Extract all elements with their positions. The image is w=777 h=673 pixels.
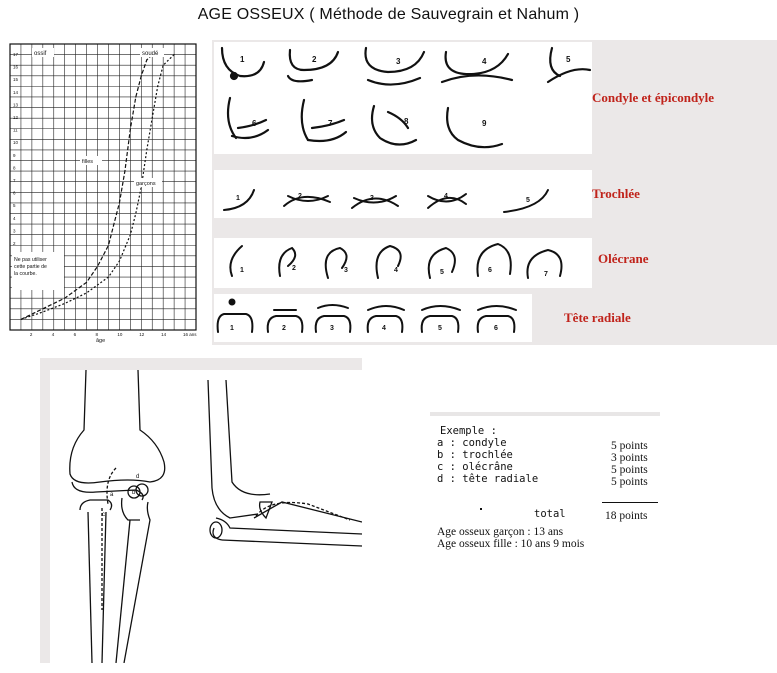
condyle-stage-number: 1	[240, 55, 245, 64]
example-item-d-value: 5 points	[611, 476, 648, 488]
y-tick-label: 10	[13, 140, 19, 146]
example-item-d-label: d : tête radiale	[437, 473, 539, 485]
tete-radiale-stage-number: 2	[282, 325, 286, 332]
curve-label-garcons: garçons	[136, 181, 156, 187]
tete-radiale-stage-number: 5	[438, 325, 442, 332]
y-tick-label: 16	[13, 64, 19, 70]
y-tick-label: 17	[13, 52, 19, 57]
olecrane-stage-number: 2	[292, 265, 296, 272]
elbow-diagram-panel	[40, 358, 362, 663]
total-value: 18 points	[605, 510, 648, 522]
series-point	[163, 65, 164, 66]
x-tick-label: 4	[51, 332, 55, 337]
condyle-stage-number: 4	[482, 57, 487, 66]
y-tick-label: 9	[13, 152, 16, 158]
olecrane-stage-number: 6	[488, 267, 492, 274]
label-d: d	[136, 474, 140, 480]
trochlee-stage-number: 1	[236, 195, 240, 202]
ossif-label: ossif	[34, 51, 47, 57]
example-topbar	[430, 412, 660, 416]
elbow-lateral-view	[208, 380, 362, 546]
series-point	[135, 96, 136, 97]
total-divider	[602, 502, 658, 503]
label-trochlee: Trochlée	[592, 186, 640, 201]
y-tick-label: 14	[13, 89, 19, 95]
condyle-stage-number: 5	[566, 55, 571, 64]
example-item-a-value: 5 points	[611, 440, 648, 452]
series-point	[146, 59, 147, 60]
series-point	[152, 118, 153, 119]
trochlee-stage-number: 4	[444, 193, 448, 200]
condyle-stage-drawings	[222, 48, 590, 147]
page-title: AGE OSSEUX ( Méthode de Sauvegrain et Nahum )	[197, 6, 580, 23]
example-item-c-label: c : olécrâne	[437, 461, 513, 473]
y-tick-label: 5	[13, 203, 16, 209]
condyle-stage-number: 9	[482, 119, 487, 128]
label-b: b	[132, 490, 136, 496]
chart-svg	[8, 40, 208, 345]
soude-label: soudé	[142, 51, 159, 57]
tete-radiale-stage-number: 3	[330, 325, 334, 332]
x-tick-label: 16 ans	[183, 332, 197, 337]
olecrane-stage-number: 1	[240, 267, 244, 274]
example-item-a-label: a : condyle	[437, 437, 507, 449]
elbow-diagram	[50, 370, 362, 663]
dot-mark	[480, 508, 482, 510]
tete-radiale-stage-number: 4	[382, 325, 386, 332]
olecrane-stage-number: 5	[440, 269, 444, 276]
result-boy: Age osseux garçon : 13 ans	[437, 526, 564, 538]
trochlee-stage-number: 2	[298, 193, 302, 200]
x-tick-label: 14	[161, 332, 167, 337]
tete-radiale-stage-number: 1	[230, 325, 234, 332]
condyle-stage-number: 3	[396, 57, 401, 66]
condyle-stage-number: 8	[404, 117, 409, 126]
trochlee-stage-drawings	[224, 190, 548, 212]
curve-label-filles: filles	[82, 159, 94, 165]
total-label: total	[534, 508, 566, 520]
chart-note: Ne pas utiliser cette partie de la courbe.	[14, 257, 47, 277]
trochlee-stage-number: 3	[370, 195, 374, 202]
example-item-b-label: b : trochlée	[437, 449, 513, 461]
series-point	[157, 86, 158, 87]
condyle-stage-number: 6	[252, 119, 257, 128]
label-olecrane: Olécrane	[598, 251, 649, 266]
y-tick-labels	[13, 52, 19, 259]
series-point	[141, 75, 142, 76]
result-girl: Age osseux fille : 10 ans 9 mois	[437, 538, 585, 550]
y-tick-label: 12	[13, 115, 19, 120]
condyle-stage-numbers	[240, 55, 571, 128]
x-tick-label: 6	[73, 332, 77, 337]
label-tete-radiale: Tête radiale	[564, 310, 631, 325]
olecrane-stage-number: 7	[544, 271, 548, 278]
label-a: a	[110, 492, 114, 498]
x-tick-labels	[30, 332, 197, 337]
x-axis-label: âge	[96, 338, 106, 344]
trochlee-stage-number: 5	[526, 197, 530, 204]
elbow-frontal-view	[70, 370, 165, 663]
x-tick-label: 2	[29, 332, 33, 337]
example-item-b-value: 3 points	[611, 452, 648, 464]
y-tick-label: 15	[13, 77, 19, 83]
label-condyle: Condyle et épicondyle	[592, 90, 715, 105]
y-tick-label: 13	[13, 102, 19, 108]
olecrane-stage-number: 4	[394, 267, 398, 274]
tete-radiale-stage-drawings	[218, 300, 516, 333]
ossification-drawings	[212, 40, 777, 345]
y-tick-label: 8	[13, 165, 16, 171]
olecrane-stage-number: 3	[344, 267, 348, 274]
condyle-stage-number: 7	[328, 119, 333, 128]
elbow-svg	[50, 370, 362, 663]
x-tick-label: 8	[95, 332, 99, 337]
y-tick-label: 11	[13, 127, 18, 133]
y-tick-label: 6	[13, 190, 16, 196]
bone-age-chart	[8, 40, 208, 345]
example-item-c-value: 5 points	[611, 464, 648, 476]
y-tick-label: 2	[13, 241, 16, 246]
condyle-stage-number: 2	[312, 55, 317, 64]
x-tick-label: 10	[117, 332, 123, 337]
y-tick-label: 3	[13, 228, 16, 234]
label-c: c	[102, 512, 105, 518]
y-tick-label: 4	[13, 215, 16, 221]
x-tick-label: 12	[139, 332, 145, 337]
ossification-panel	[212, 40, 777, 345]
y-tick-label: 7	[13, 178, 16, 183]
series-point	[174, 54, 175, 55]
example-panel	[430, 412, 660, 572]
tete-radiale-stage-number: 6	[494, 325, 498, 332]
example-heading: Exemple :	[440, 425, 497, 437]
olecrane-stage-numbers	[240, 265, 548, 278]
